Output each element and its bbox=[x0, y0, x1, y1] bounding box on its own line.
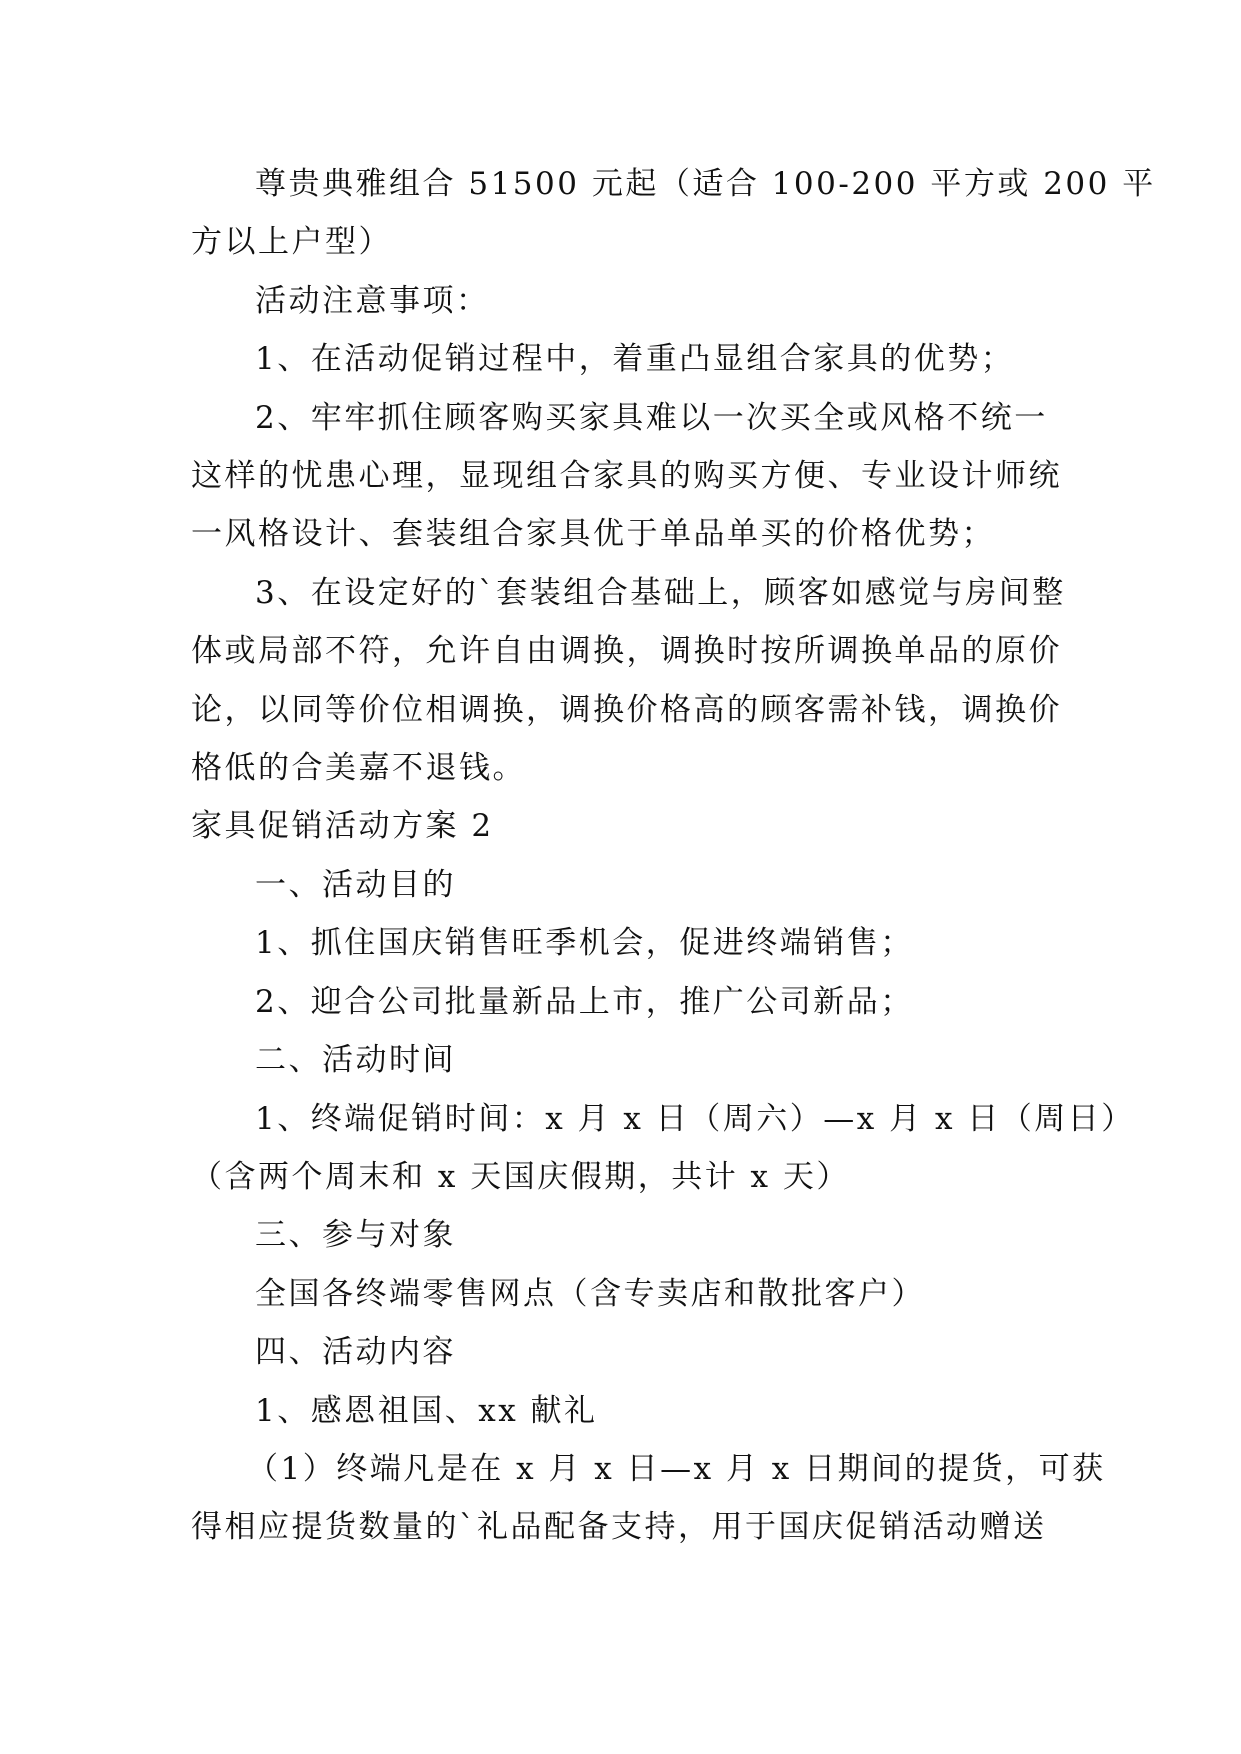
paragraph bbox=[191, 389, 1062, 564]
text-line: 一风格设计、套装组合家具优于单品单买的价格优势； bbox=[191, 516, 995, 553]
text-line: 一、活动目的 bbox=[255, 866, 456, 903]
text-line: 家具促销活动方案 2 bbox=[191, 808, 494, 845]
paragraph bbox=[191, 272, 1051, 330]
text-line: 活动注意事项： bbox=[255, 282, 490, 319]
paragraph bbox=[191, 564, 1066, 798]
section-heading bbox=[191, 797, 1051, 855]
text-line: 这样的忧患心理，显现组合家具的购买方便、专业设计师统 bbox=[191, 458, 1062, 495]
paragraph bbox=[191, 330, 1051, 388]
text-line: （含两个周末和 x 天国庆假期，共计 x 天） bbox=[191, 1158, 850, 1195]
paragraph bbox=[191, 1440, 1106, 1557]
text-line: 方以上户型） bbox=[191, 224, 392, 261]
paragraph bbox=[191, 1031, 1051, 1089]
paragraph bbox=[191, 973, 1051, 1031]
text-line: 3、在设定好的`套装组合基础上，顾客如感觉与房间整 bbox=[255, 574, 1066, 611]
text-line: 四、活动内容 bbox=[255, 1334, 456, 1371]
text-line: 1、感恩祖国、xx 献礼 bbox=[255, 1392, 598, 1429]
text-line: 1、终端促销时间：x 月 x 日（周六）—x 月 x 日（周日） bbox=[255, 1100, 1135, 1137]
text-line: 三、参与对象 bbox=[255, 1217, 456, 1254]
text-line: 论，以同等价位相调换，调换价格高的顾客需补钱，调换价 bbox=[191, 691, 1062, 728]
paragraph bbox=[191, 1382, 1051, 1440]
paragraph bbox=[191, 914, 1051, 972]
text-line: 二、活动时间 bbox=[255, 1042, 456, 1079]
text-line: 得相应提货数量的`礼品配备支持，用于国庆促销活动赠送 bbox=[191, 1509, 1047, 1546]
text-line: 全国各终端零售网点（含专卖店和散批客户） bbox=[255, 1275, 925, 1312]
text-line: 1、在活动促销过程中，着重凸显组合家具的优势； bbox=[255, 341, 1015, 378]
text-line: 体或局部不符，允许自由调换，调换时按所调换单品的原价 bbox=[191, 633, 1062, 670]
text-line: （1）终端凡是在 x 月 x 日—x 月 x 日期间的提货，可获 bbox=[247, 1450, 1106, 1487]
text-line: 2、迎合公司批量新品上市，推广公司新品； bbox=[255, 983, 914, 1020]
text-line: 尊贵典雅组合 51500 元起（适合 100-200 平方或 200 平 bbox=[255, 166, 1156, 202]
paragraph bbox=[191, 1206, 1051, 1264]
paragraph bbox=[191, 1323, 1051, 1381]
paragraph bbox=[191, 1090, 1135, 1207]
paragraph bbox=[191, 155, 1156, 272]
document-body bbox=[191, 155, 1156, 1557]
paragraph bbox=[191, 856, 1051, 914]
text-line: 2、牢牢抓住顾客购买家具难以一次买全或风格不统一 bbox=[255, 399, 1048, 436]
text-line: 格低的合美嘉不退钱。 bbox=[191, 750, 526, 787]
paragraph bbox=[191, 1265, 1051, 1323]
text-line: 1、抓住国庆销售旺季机会，促进终端销售； bbox=[255, 925, 914, 962]
